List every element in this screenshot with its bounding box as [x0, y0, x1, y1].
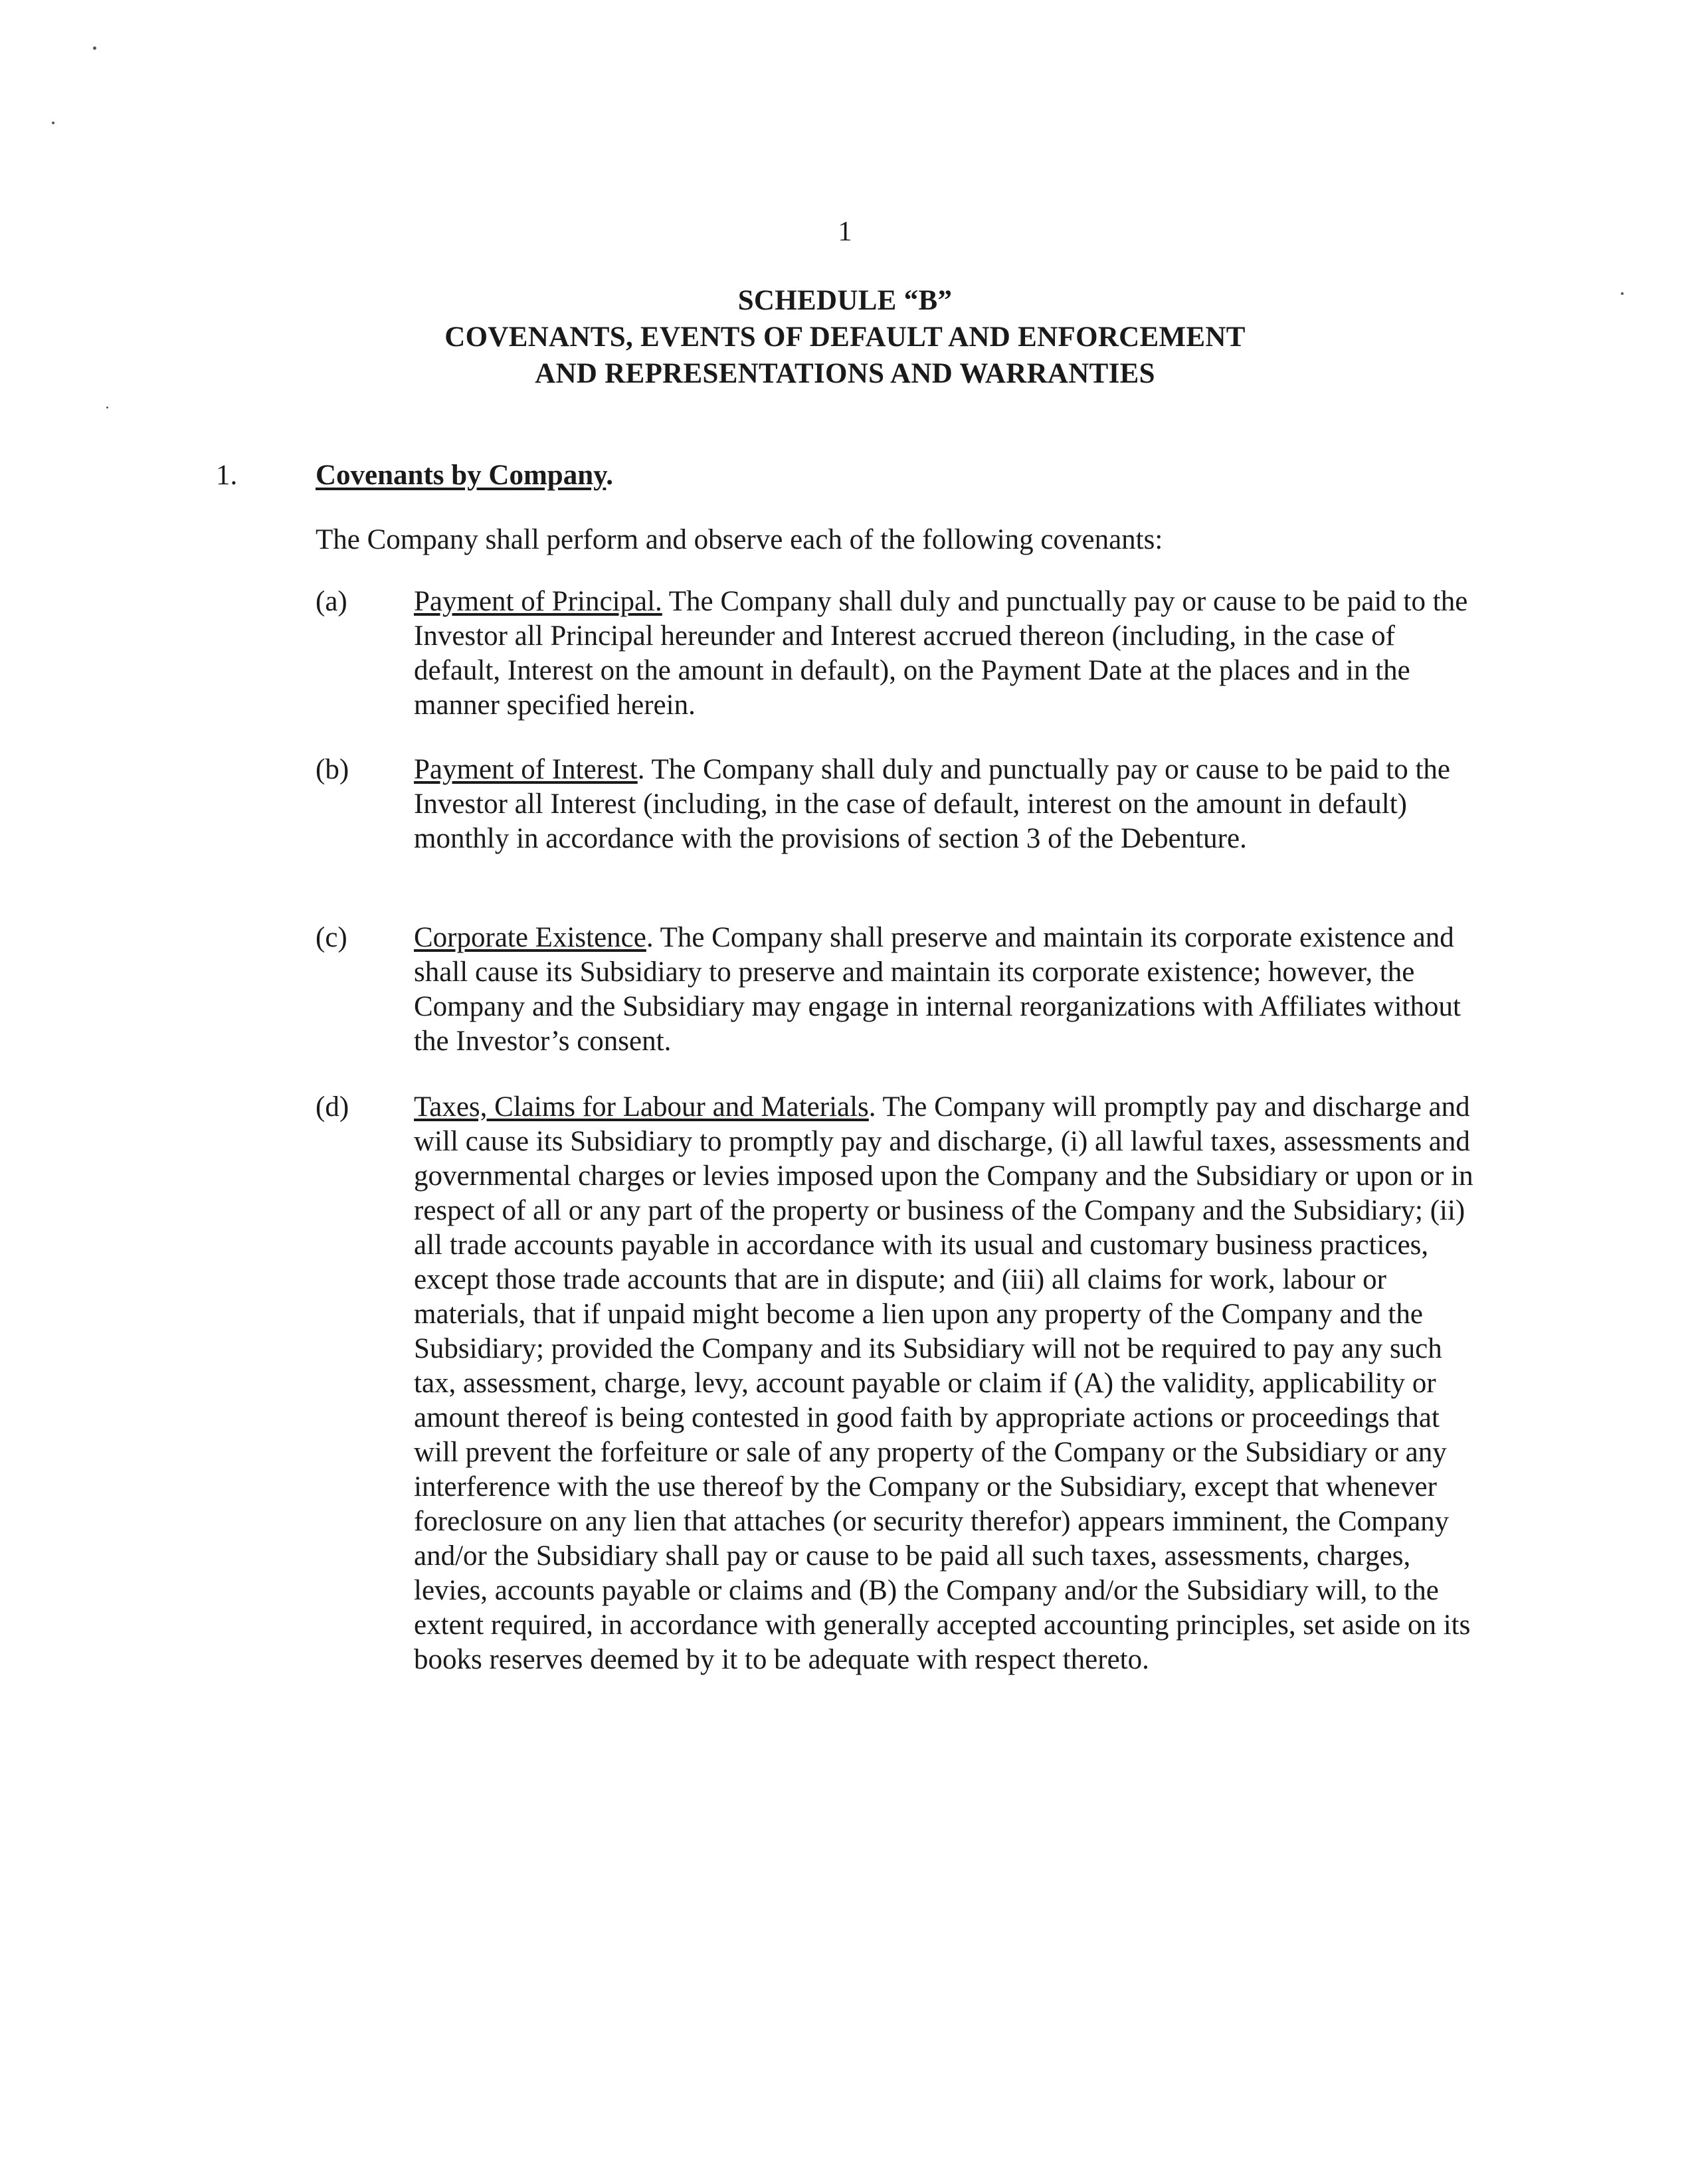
- scan-speck: [106, 407, 108, 409]
- section-number: 1.: [216, 460, 238, 491]
- covenant-item-d: [316, 1090, 1485, 1677]
- item-body: [414, 753, 1485, 856]
- covenant-item-c: [316, 921, 1485, 1059]
- item-text: The Company shall duly and punctually pay or cause to be paid to the Investor all Principal hereunder and Interest accrued thereon (including, in the case of default, Interest on the amount in default), on the Payment Date at the places and in the manner specified herein.: [414, 586, 1468, 721]
- scan-speck: [52, 122, 54, 124]
- section-title-wrap: [316, 458, 613, 493]
- item-label: (a): [316, 586, 347, 617]
- item-label: (d): [316, 1091, 349, 1123]
- section-title: Covenants by Company: [316, 460, 607, 491]
- heading-line-1: SCHEDULE “B”: [737, 285, 953, 316]
- intro-paragraph: The Company shall perform and observe each of the following covenants:: [316, 524, 1163, 555]
- item-heading: Taxes, Claims for Labour and Materials: [414, 1091, 869, 1123]
- item-body: [414, 585, 1485, 723]
- section-title-period: .: [606, 460, 614, 491]
- item-label: (b): [316, 754, 349, 785]
- covenant-item-a: [316, 585, 1485, 723]
- schedule-heading: [0, 282, 1690, 392]
- item-heading: Corporate Existence: [414, 922, 646, 953]
- item-body: [414, 921, 1485, 1059]
- item-label: (c): [316, 922, 347, 953]
- heading-line-3: AND REPRESENTATIONS AND WARRANTIES: [535, 358, 1155, 389]
- item-heading: Payment of Interest: [414, 754, 638, 785]
- item-text: . The Company shall preserve and maintain its corporate existence and shall cause its Subsidiary to preserve and maintain its corporate existence; however, the Company and the Subsidiary may engage in internal reorganizations with Affiliates without the Investor’s consent.: [414, 922, 1461, 1057]
- heading-line-2: COVENANTS, EVENTS OF DEFAULT AND ENFORCEMENT: [444, 321, 1246, 353]
- item-text: . The Company shall duly and punctually pay or cause to be paid to the Investor all Interest (including, in the case of default, interest on the amount in default) monthly in accordance with the provisions of section 3 of the Debenture.: [414, 754, 1450, 854]
- item-body: [414, 1090, 1485, 1677]
- covenant-item-b: [316, 753, 1485, 856]
- scan-speck: [93, 46, 96, 50]
- item-heading: Payment of Principal.: [414, 586, 662, 617]
- page-number: 1: [838, 217, 852, 247]
- item-text: . The Company will promptly pay and discharge and will cause its Subsidiary to promptly pay and discharge, (i) all lawful taxes, assessments and governmental charges or levies imposed upon the Company and the Subsidiary or upon or in respect of all or any part of the property or business of the Company and the Subsidiary; (ii) all trade accounts payable in accordance with its usual and customary business practices, except those trade accounts that are in dispute; and (iii) all claims for work, labour or materials, that if unpaid might become a lien upon any property of the Company and the Subsidiary; provided the Company and its Subsidiary will not be required to pay any such tax, assessment, charge, levy, account payable or claim if (A) the validity, applicability or amount thereof is being contested in good faith by appropriate actions or proceedings that will prevent the forfeiture or sale of any property of the Company or the Subsidiary or any interference with the use thereof by the Company or the Subsidiary, except that whenever foreclosure on any lien that attaches (or security therefor) appears imminent, the Company and/or the Subsidiary shall pay or cause to be paid all such taxes, assessments, charges, levies, accounts payable or claims and (B) the Company and/or the Subsidiary will, to the extent required, in accordance with generally accepted accounting principles, set aside on its books reserves deemed by it to be adequate with respect thereto.: [414, 1091, 1473, 1675]
